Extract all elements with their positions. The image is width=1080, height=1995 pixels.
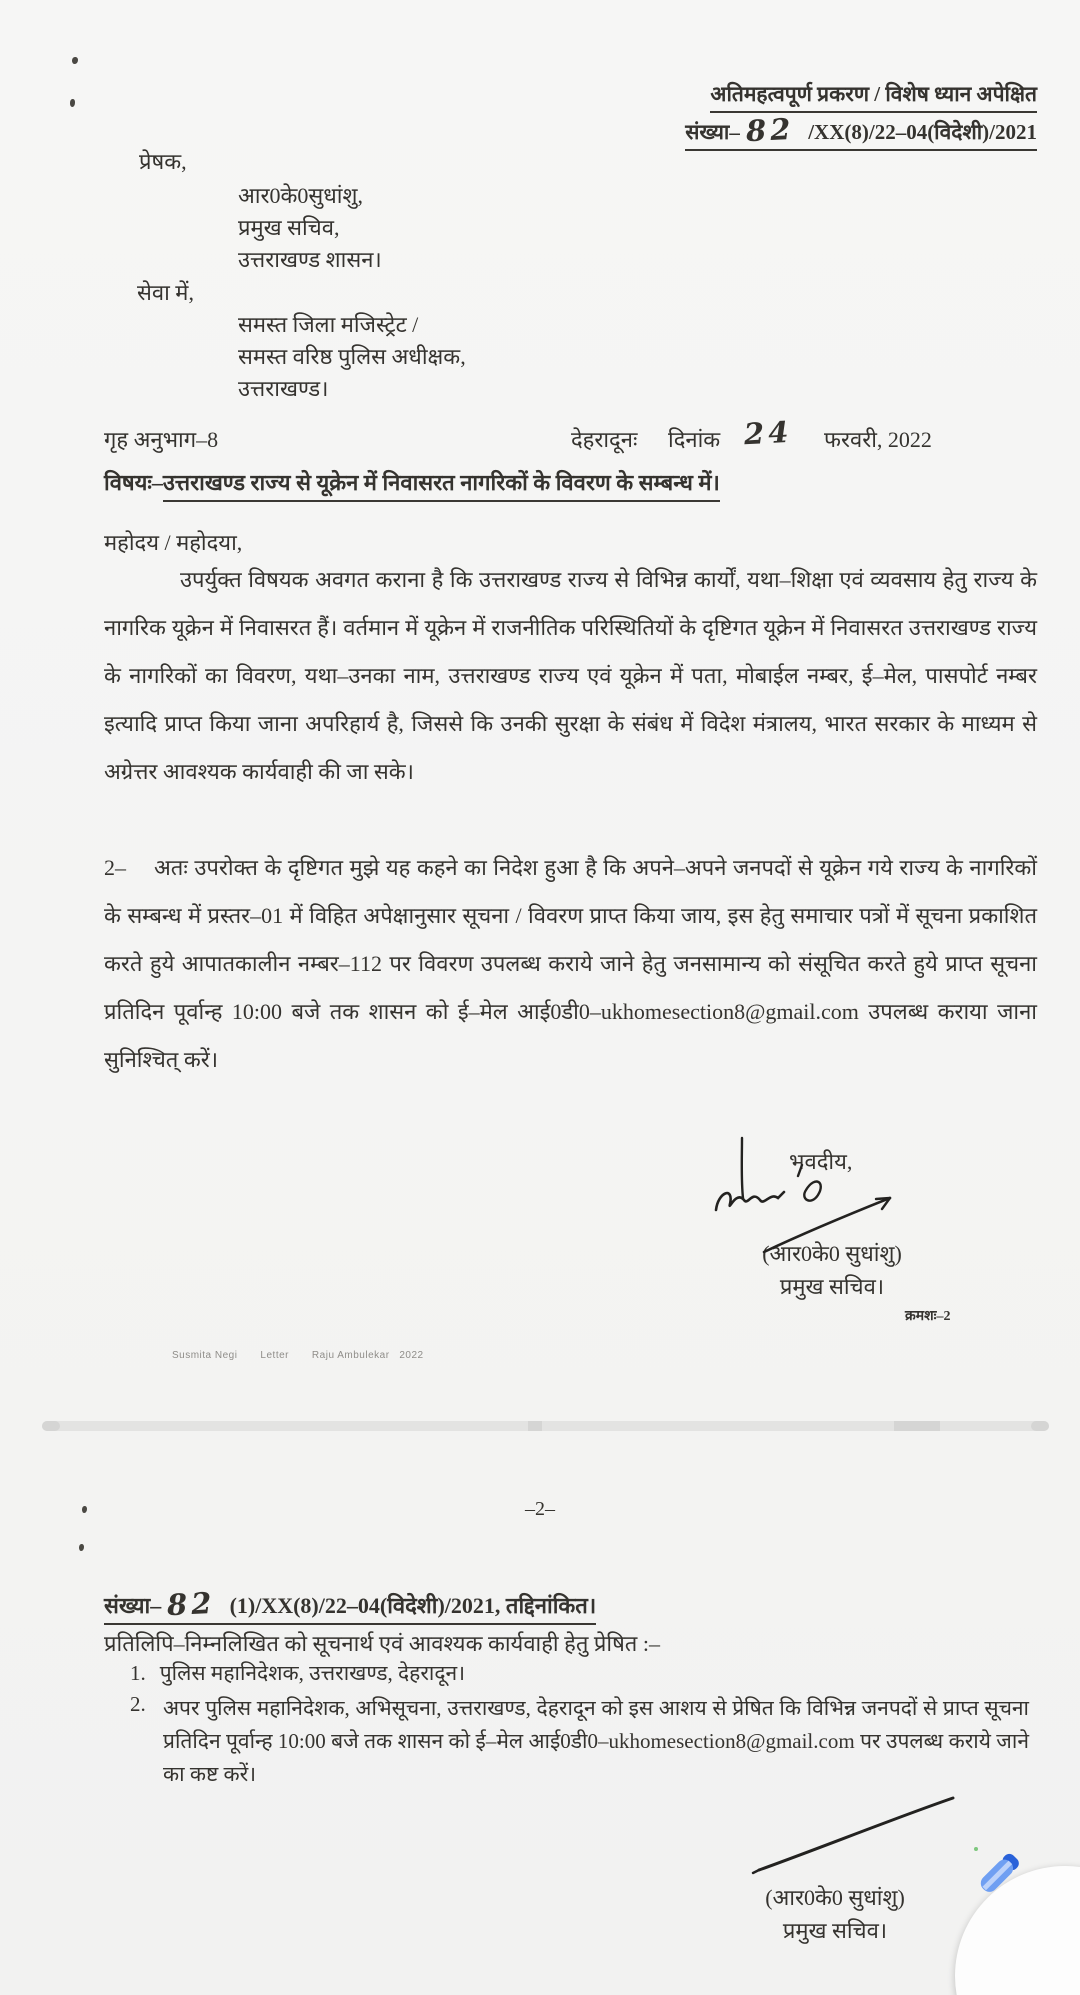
reference-number xyxy=(685,112,1037,151)
separator-endcap xyxy=(42,1421,60,1431)
signatory-title-2: प्रमुख सचिव। xyxy=(782,1918,888,1943)
pen-icon[interactable] xyxy=(970,1844,1026,1904)
date-month-year: फरवरी, 2022 xyxy=(824,427,932,452)
place-name: देहरादूनः xyxy=(571,427,638,452)
date-label: दिनांक xyxy=(668,427,721,452)
subject-text: उत्तराखण्ड राज्य से यूक्रेन में निवासरत नागरिकों के विवरण के सम्बन्ध में। xyxy=(163,467,720,502)
reference-number-2 xyxy=(104,1586,596,1625)
date-handwritten-day: 24 xyxy=(743,414,794,452)
ref2-prefix: संख्या– xyxy=(104,1593,162,1618)
list-item-2-text: अपर पुलिस महानिदेशक, अभिसूचना, उत्तराखण्ड, देहरादून को इस आशय से प्रेषित कि विभिन्न जनपदों से प्राप्त सूचना प्रतिदिन पूर्वान्ह 10:00 बजे तक शासन को ई–मेल आई0डी0–ukhomesection8@gmail.com पर उपलब्ध कराये जाने का कष्ट करें। xyxy=(163,1696,1029,1786)
sender-org: उत्तराखण्ड शासन। xyxy=(238,247,382,272)
recipient-label: सेवा में, xyxy=(137,280,194,305)
ref-prefix: संख्या– xyxy=(685,120,740,144)
priority-text: अतिमहत्वपूर्ण प्रकरण / विशेष ध्यान अपेक्षित xyxy=(710,80,1037,113)
paragraph-2-number: 2– xyxy=(104,855,126,880)
subject-line xyxy=(104,467,720,502)
body-paragraph-2 xyxy=(104,844,1037,1084)
separator-endcap xyxy=(1031,1421,1049,1431)
signatory-name: (आर0के0 सुधांशु) xyxy=(762,1241,902,1266)
subject-label: विषयः– xyxy=(104,470,163,495)
page-separator-bar xyxy=(42,1421,1049,1431)
sender-designation: प्रमुख सचिव, xyxy=(238,215,340,240)
body-paragraph-1: उपर्युक्त विषयक अवगत कराना है कि उत्तराखण्ड राज्य से विभिन्न कार्यों, यथा–शिक्षा एवं व्यवसाय हेतु राज्य के नागरिक यूक्रेन में निवासरत हैं। वर्तमान में यूक्रेन में राजनीतिक परिस्थितियों के दृष्टिगत यूक्रेन में निवासरत उत्तराखण्ड राज्य के नागरिकों का विवरण, यथा–उनका नाम, उत्तराखण्ड राज्य एवं यूक्रेन में पता, मोबाईल नम्बर, ई–मेल, पासपोर्ट नम्बर इत्यादि प्राप्त किया जाना अपरिहार्य है, जिससे कि उनकी सुरक्षा के संबंध में विदेश मंत्रालय, भारत सरकार के माध्यम से अग्रेत्तर आवश्यक कार्यवाही की जा सके। xyxy=(104,567,1037,784)
page-number: –2– xyxy=(525,1498,555,1520)
ref-suffix: /XX(8)/22–04(विदेशी)/2021 xyxy=(808,120,1037,144)
signature-stroke-2 xyxy=(745,1790,965,1880)
reference-number-line-2 xyxy=(104,1586,596,1625)
paragraph-2-text: अतः उपरोक्त के दृष्टिगत मुझे यह कहने का निदेश हुआ है कि अपने–अपने जनपदों से यूक्रेन गये राज्य के नागरिकों के सम्बन्ध में प्रस्तर–01 में विहित अपेक्षानुसार सूचना / विवरण प्राप्त किया जाय, इस हेतु समाचार पत्रों में सूचना प्रकाशित करते हुये आपातकालीन नम्बर–112 पर विवरण उपलब्ध कराये जाने हेतु जनसामान्य को संसूचित करते हुये प्राप्त सूचना प्रतिदिन पूर्वान्ह 10:00 बजे तक शासन को ई–मेल आई0डी0–ukhomesection8@gmail.com उपलब्ध कराया जाना सुनिश्चित् करें। xyxy=(104,855,1037,1072)
list-item-1-text: पुलिस महानिदेशक, उत्तराखण्ड, देहरादून। xyxy=(159,1661,466,1685)
ink-speck xyxy=(79,1544,84,1551)
ink-speck xyxy=(72,57,78,64)
sender-label: प्रेषक, xyxy=(139,149,187,174)
continued-note: क्रमशः–2 xyxy=(905,1309,951,1324)
header-priority-line xyxy=(710,80,1037,113)
ink-speck xyxy=(70,99,75,107)
separator-segment xyxy=(528,1421,542,1431)
section-line: गृह अनुभाग–8 xyxy=(104,427,219,452)
sender-name: आर0के0सुधांशु, xyxy=(238,183,363,208)
salutation: महोदय / महोदया, xyxy=(104,530,243,555)
separator-segment xyxy=(894,1421,940,1431)
reference-number-line xyxy=(685,112,1037,151)
signatory-name-2: (आर0के0 सुधांशु) xyxy=(765,1885,905,1910)
ref-handwritten-number: 82 xyxy=(744,111,796,149)
list-item-1-number: 1. xyxy=(130,1661,146,1685)
recipient-line-2: समस्त वरिष्ठ पुलिस अधीक्षक, xyxy=(238,344,466,369)
list-item-2 xyxy=(130,1692,1029,1791)
signatory-title: प्रमुख सचिव। xyxy=(779,1274,885,1299)
list-item-1 xyxy=(130,1659,465,1687)
list-item-2-number: 2. xyxy=(130,1692,146,1716)
copy-distribution-line: प्रतिलिपि–निम्नलिखित को सूचनार्थ एवं आवश्यक कार्यवाही हेतु प्रेषित :– xyxy=(104,1631,660,1656)
ref2-handwritten-number: 82 xyxy=(166,1585,217,1623)
ref2-suffix: (1)/XX(8)/22–04(विदेशी)/2021, तद्दिनांकित। xyxy=(229,1593,597,1618)
closing-word: भवदीय, xyxy=(789,1149,853,1174)
footer-microtext: Susmita Negi Letter Raju Ambulekar 2022 xyxy=(172,1350,424,1361)
recipient-line-3: उत्तराखण्ड। xyxy=(238,376,329,401)
recipient-line-1: समस्त जिला मजिस्ट्रेट / xyxy=(238,312,419,337)
